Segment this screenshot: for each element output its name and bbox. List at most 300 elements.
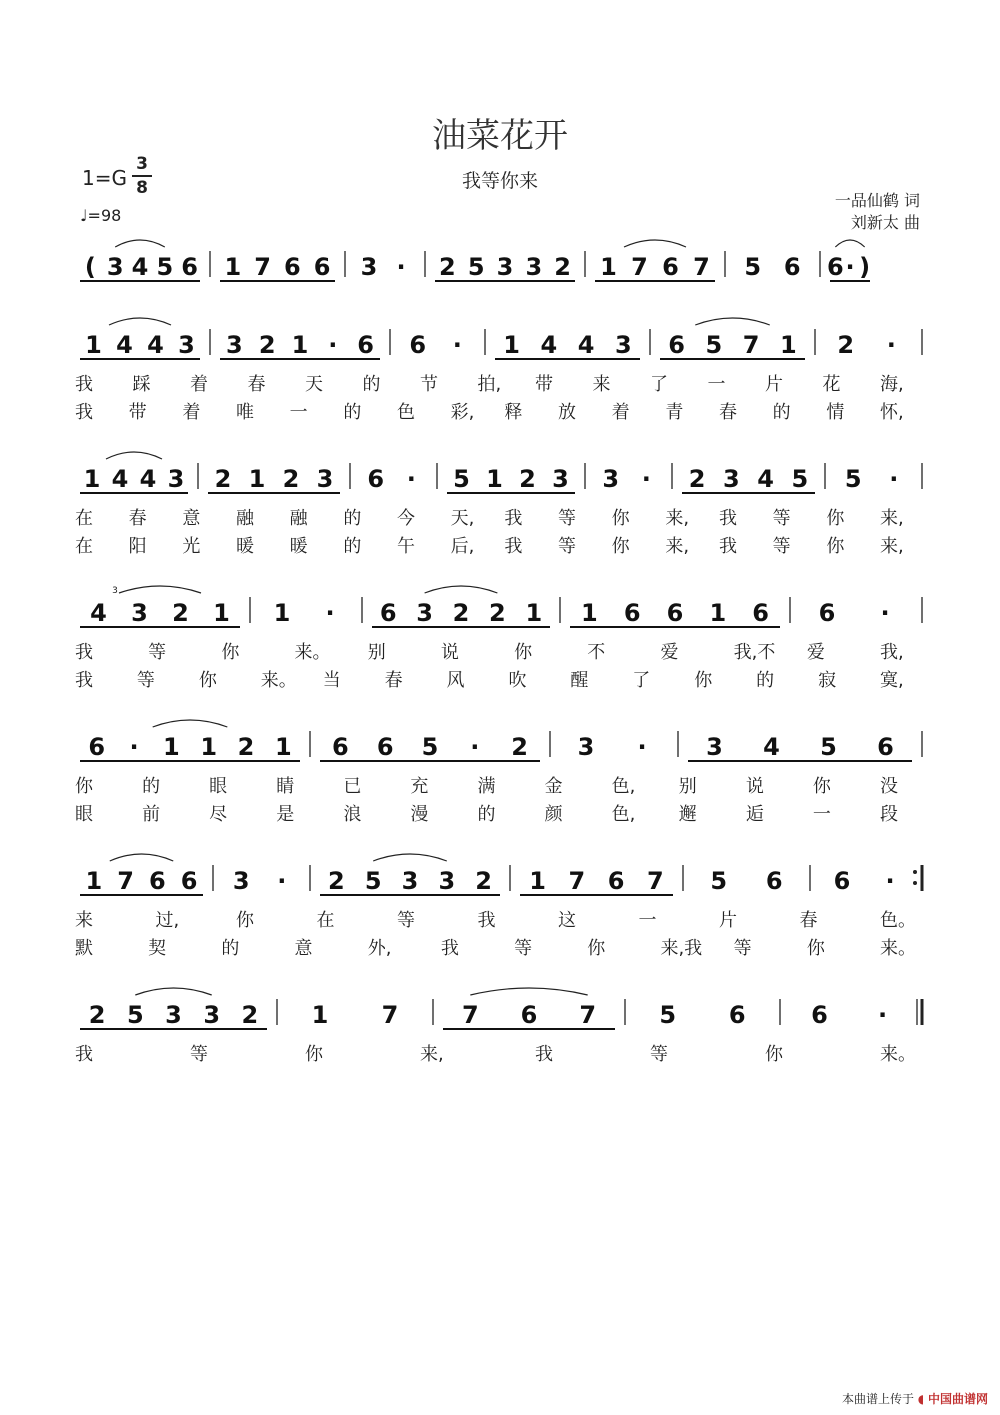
lyric-syllable: 放 <box>558 402 576 423</box>
jianpu-note: · <box>325 599 335 627</box>
slur-arc <box>153 720 228 727</box>
lyric-syllable: 金 <box>544 776 563 797</box>
lyric-syllable: 段 <box>880 804 898 825</box>
jianpu-note: 6 <box>818 599 836 627</box>
lyric-syllable: 外, <box>367 938 392 959</box>
jianpu-note: 6 <box>313 253 331 281</box>
lyric-syllable: 我 <box>535 1044 553 1065</box>
jianpu-note: 4 <box>90 599 107 627</box>
jianpu-note: 1 <box>273 599 291 627</box>
jianpu-note: 6 <box>607 867 625 895</box>
lyric-syllable: 着 <box>190 374 208 395</box>
lyric-syllable: 你 <box>611 508 630 529</box>
lyric-syllable: 你 <box>236 910 254 931</box>
lyric-syllable: 阳 <box>128 536 147 557</box>
lyric-syllable: 醒 <box>570 670 589 691</box>
jianpu-note: 1 <box>162 733 180 761</box>
lyric-syllable: 我, <box>880 642 904 663</box>
jianpu-note: 2 <box>511 733 528 761</box>
lyric-syllable: 浪 <box>343 804 362 825</box>
jianpu-note: 5 <box>820 733 837 761</box>
lyric-syllable: 爱 <box>660 642 679 663</box>
jianpu-note: 3 <box>496 253 514 281</box>
lyric-syllable: 了 <box>650 374 668 395</box>
lyric-syllable: 来, <box>880 508 904 529</box>
jianpu-note: 6 <box>180 867 198 895</box>
jianpu-note: ) <box>859 253 871 281</box>
lyric-syllable: 片 <box>765 374 783 395</box>
jianpu-note: 7 <box>579 1001 597 1029</box>
jianpu-note: · <box>129 733 139 761</box>
jianpu-note: 3 <box>706 733 723 761</box>
slur-arc <box>119 586 201 593</box>
jianpu-note: · <box>845 253 855 281</box>
slur-arc <box>373 854 447 861</box>
jianpu-note: 1 <box>780 331 797 359</box>
jianpu-note: 5 <box>659 1001 677 1029</box>
jianpu-note: 6 <box>765 867 783 895</box>
lyric-syllable: 颜 <box>544 804 563 825</box>
lyric-syllable: 来, <box>420 1044 444 1065</box>
jianpu-note: 6 <box>357 331 374 359</box>
lyric-syllable: 你 <box>75 776 93 797</box>
jianpu-note: 4 <box>139 465 157 493</box>
lyric-syllable: 你 <box>826 508 845 529</box>
lyric-syllable: 我 <box>75 374 93 395</box>
jianpu-note: 5 <box>364 867 382 895</box>
jianpu-note: 7 <box>461 1001 479 1029</box>
jianpu-note: 6 <box>833 867 851 895</box>
jianpu-note: 1 <box>224 253 242 281</box>
jianpu-note: · <box>877 1001 888 1029</box>
lyric-syllable: 你 <box>694 670 713 691</box>
lyric-syllable: 色 <box>397 402 415 423</box>
lyric-syllable: 我 <box>504 536 523 557</box>
lyric-syllable: 充 <box>410 776 429 797</box>
jianpu-note: 3 <box>232 867 250 895</box>
lyric-syllable: 默 <box>75 938 93 959</box>
lyric-syllable: 风 <box>446 670 465 691</box>
lyric-syllable: 一 <box>289 402 308 423</box>
jianpu-note: 2 <box>241 1001 259 1029</box>
lyric-syllable: 你 <box>587 938 606 959</box>
lyric-syllable: 睛 <box>276 776 295 797</box>
jianpu-note: 3 <box>577 733 595 761</box>
lyric-syllable: 节 <box>420 374 438 395</box>
composer-credit: 刘新太 曲 <box>850 213 920 232</box>
jianpu-note: 1 <box>274 733 292 761</box>
lyric-syllable: 你 <box>806 938 825 959</box>
lyric-syllable: 我 <box>719 508 737 529</box>
lyric-syllable: 我 <box>440 938 459 959</box>
lyric-syllable: 在 <box>316 910 335 931</box>
jianpu-note: 5 <box>710 867 728 895</box>
jianpu-note: · <box>880 599 890 627</box>
jianpu-note: 3 <box>360 253 378 281</box>
lyric-syllable: 爱 <box>806 642 825 663</box>
jianpu-note: 1 <box>311 1001 329 1029</box>
jianpu-note: 1 <box>525 599 543 627</box>
jianpu-note: 5 <box>421 733 439 761</box>
jianpu-note: 3 <box>401 867 419 895</box>
slur-arc <box>115 240 165 247</box>
jianpu-note: ( <box>84 253 96 281</box>
jianpu-note: 4 <box>757 465 774 493</box>
lyric-syllable: 邂 <box>678 804 697 825</box>
jianpu-note: 4 <box>131 253 149 281</box>
lyric-syllable: 别 <box>367 642 386 663</box>
lyric-syllable: 光 <box>182 536 201 557</box>
lyric-syllable: 契 <box>148 938 167 959</box>
jianpu-note: 1 <box>85 867 103 895</box>
jianpu-note: 6 <box>149 867 166 895</box>
jianpu-note: 5 <box>844 465 862 493</box>
lyric-syllable: 等 <box>772 536 791 557</box>
lyric-syllable: 的 <box>142 776 161 797</box>
lyric-syllable: 色, <box>611 776 636 797</box>
lyric-syllable: 融 <box>236 508 254 529</box>
jianpu-note: 1 <box>709 599 727 627</box>
site-logo-icon: ◖ <box>917 1392 925 1406</box>
lyric-syllable: 等 <box>558 536 576 557</box>
lyric-syllable: 你 <box>514 642 533 663</box>
lyric-syllable: 着 <box>182 402 201 423</box>
jianpu-note: · <box>641 465 651 493</box>
jianpu-note: · <box>889 465 899 493</box>
jianpu-note: · <box>885 867 895 895</box>
lyric-syllable: 的 <box>343 508 362 529</box>
jianpu-note: 1 <box>213 599 230 627</box>
jianpu-note: · <box>396 253 406 281</box>
jianpu-note: 7 <box>647 867 664 895</box>
jianpu-note: 6 <box>88 733 106 761</box>
slur-arc <box>109 318 171 325</box>
lyric-syllable: 没 <box>880 776 898 797</box>
jianpu-note: 2 <box>554 253 571 281</box>
time-numerator: 3 <box>136 154 148 174</box>
lyric-syllable: 色。 <box>880 910 916 931</box>
score-subtitle: 我等你来 <box>461 170 538 192</box>
lyric-syllable: 你 <box>826 536 845 557</box>
jianpu-note: 3 <box>178 331 195 359</box>
jianpu-note: 6 <box>284 253 301 281</box>
jianpu-note: 6 <box>367 465 385 493</box>
jianpu-note: 3 <box>226 331 243 359</box>
jianpu-note: 7 <box>254 253 271 281</box>
jianpu-note: 1 <box>529 867 546 895</box>
lyric-syllable: 你 <box>305 1044 323 1065</box>
lyric-syllable: 着 <box>611 402 630 423</box>
jianpu-note: 4 <box>147 331 164 359</box>
jianpu-note: 2 <box>489 599 506 627</box>
jianpu-note: 3 <box>416 599 433 627</box>
lyric-syllable: 等 <box>190 1044 208 1065</box>
jianpu-note: 2 <box>258 331 276 359</box>
jianpu-note: 4 <box>116 331 133 359</box>
jianpu-note: · <box>406 465 416 493</box>
jianpu-note: 7 <box>568 867 586 895</box>
lyric-syllable: 来, <box>880 536 904 557</box>
lyric-syllable: 情 <box>826 402 845 423</box>
lyric-syllable: 这 <box>558 910 576 931</box>
lyric-syllable: 一 <box>707 374 726 395</box>
jianpu-note: 1 <box>600 253 617 281</box>
jianpu-note: 6 <box>728 1001 746 1029</box>
lyric-syllable: 过, <box>155 910 180 931</box>
lyric-syllable: 片 <box>719 910 737 931</box>
jianpu-note: 4 <box>540 331 558 359</box>
jianpu-note: 6 <box>826 253 844 281</box>
lyric-syllable: 说 <box>745 776 764 797</box>
lyric-syllable: 意 <box>182 508 201 529</box>
jianpu-note: 4 <box>577 331 595 359</box>
jianpu-note: 1 <box>291 331 309 359</box>
lyric-syllable: 等 <box>772 508 791 529</box>
jianpu-note: 4 <box>763 733 780 761</box>
jianpu-note: 2 <box>214 465 232 493</box>
jianpu-note: 7 <box>117 867 134 895</box>
jianpu-note: 6 <box>181 253 198 281</box>
jianpu-note: 7 <box>693 253 710 281</box>
jianpu-note: 3 <box>552 465 569 493</box>
jianpu-note: 1 <box>85 331 102 359</box>
lyric-syllable: 等 <box>733 938 752 959</box>
repeat-dot <box>913 881 917 885</box>
lyric-syllable: 拍, <box>477 374 502 395</box>
lyric-syllable: 春 <box>384 670 403 691</box>
lyric-syllable: 一 <box>812 804 831 825</box>
lyric-syllable: 当 <box>322 670 341 691</box>
jianpu-note: 2 <box>837 331 855 359</box>
jianpu-note: 3 <box>723 465 740 493</box>
slur-arc <box>470 988 587 995</box>
footer-upload-text: 本曲谱上传于 <box>841 1392 914 1406</box>
jianpu-note: 6 <box>662 253 679 281</box>
jianpu-note: · <box>470 733 480 761</box>
footer-site-name: 中国曲谱网 <box>927 1392 988 1406</box>
lyric-syllable: 我 <box>75 402 93 423</box>
jianpu-note: 2 <box>172 599 189 627</box>
lyric-syllable: 已 <box>343 776 362 797</box>
lyric-syllable: 满 <box>477 776 496 797</box>
lyric-syllable: 尽 <box>209 804 228 825</box>
lyric-syllable: 的 <box>343 536 362 557</box>
jianpu-note: 6 <box>376 733 394 761</box>
lyric-syllable: 来, <box>665 536 690 557</box>
lyric-syllable: 融 <box>289 508 308 529</box>
jianpu-note: 1 <box>248 465 266 493</box>
lyric-syllable: 等 <box>514 938 533 959</box>
slur-arc <box>135 988 211 995</box>
jianpu-note: 5 <box>467 253 485 281</box>
lyric-syllable: 的 <box>343 402 362 423</box>
lyric-syllable: 带 <box>535 374 553 395</box>
jianpu-note: · <box>277 867 287 895</box>
slur-arc <box>425 586 498 593</box>
quarter-note-icon: ♩ <box>80 206 88 225</box>
lyric-syllable: 我 <box>719 536 737 557</box>
lyric-syllable: 一 <box>638 910 657 931</box>
lyric-syllable: 后, <box>450 536 475 557</box>
lyric-syllable: 的 <box>221 938 240 959</box>
jianpu-note: 3 <box>615 331 632 359</box>
lyric-syllable: 天, <box>450 508 475 529</box>
jianpu-note: 2 <box>519 465 536 493</box>
lyric-syllable: 说 <box>440 642 459 663</box>
slur-arc <box>695 318 770 325</box>
lyric-syllable: 带 <box>128 402 147 423</box>
lyric-syllable: 暖 <box>236 536 254 557</box>
lyric-syllable: 漫 <box>410 804 429 825</box>
lyric-syllable: 寂 <box>818 670 837 691</box>
lyric-syllable: 眼 <box>75 804 93 825</box>
jianpu-note: · <box>452 331 462 359</box>
lyric-syllable: 午 <box>397 536 415 557</box>
slur-arc <box>624 240 686 247</box>
footer-credit <box>842 1390 988 1407</box>
lyric-syllable: 等 <box>148 642 167 663</box>
lyric-syllable: 等 <box>397 910 415 931</box>
lyric-syllable: 在 <box>75 536 93 557</box>
jianpu-note: 2 <box>282 465 300 493</box>
lyric-syllable: 你 <box>221 642 240 663</box>
lyric-syllable: 来。 <box>880 938 916 959</box>
lyric-syllable: 来, <box>665 508 690 529</box>
lyric-syllable: 踩 <box>132 374 151 395</box>
lyric-syllable: 的 <box>362 374 381 395</box>
jianpu-note: 1 <box>486 465 503 493</box>
lyric-syllable: 你 <box>812 776 831 797</box>
jianpu-note: 2 <box>688 465 706 493</box>
tempo-value: =98 <box>87 206 122 225</box>
lyric-syllable: 你 <box>611 536 630 557</box>
lyric-syllable: 春 <box>799 910 818 931</box>
jianpu-note: 3 <box>525 253 543 281</box>
lyric-syllable: 逅 <box>745 804 764 825</box>
lyric-syllable: 的 <box>477 804 496 825</box>
lyric-syllable: 我 <box>504 508 523 529</box>
lyric-syllable: 来 <box>592 374 611 395</box>
lyric-syllable: 今 <box>397 508 415 529</box>
jianpu-note: 6 <box>752 599 769 627</box>
lyric-syllable: 唯 <box>236 402 254 423</box>
lyric-syllable: 寞, <box>880 670 904 691</box>
score-title: 油菜花开 <box>432 116 568 156</box>
jianpu-note: 2 <box>475 867 492 895</box>
lyric-syllable: 等 <box>650 1044 668 1065</box>
jianpu-note: 1 <box>200 733 218 761</box>
lyric-syllable: 春 <box>719 402 737 423</box>
lyric-syllable: 眼 <box>209 776 228 797</box>
jianpu-note: 6 <box>666 599 684 627</box>
lyric-syllable: 怀, <box>880 402 904 423</box>
lyric-syllable: 来。 <box>294 642 331 663</box>
lyric-syllable: 我 <box>477 910 496 931</box>
lyric-syllable: 了 <box>632 670 651 691</box>
jianpu-note: 6 <box>520 1001 538 1029</box>
lyric-syllable: 天 <box>305 374 323 395</box>
jianpu-note: 3 <box>438 867 456 895</box>
lyric-syllable: 海, <box>880 374 904 395</box>
jianpu-note: 2 <box>439 253 456 281</box>
slur-arc <box>110 854 174 861</box>
jianpu-note: 4 <box>111 465 129 493</box>
lyric-syllable: 彩, <box>450 402 475 423</box>
lyric-syllable: 我 <box>75 1044 93 1065</box>
jianpu-note: 5 <box>453 465 470 493</box>
jianpu-note: · <box>328 331 338 359</box>
lyric-syllable: 等 <box>136 670 155 691</box>
lyric-syllable: 别 <box>678 776 697 797</box>
lyric-syllable: 来。 <box>260 670 297 691</box>
jianpu-note: 7 <box>381 1001 399 1029</box>
jianpu-note: 5 <box>791 465 809 493</box>
jianpu-note: 1 <box>83 465 101 493</box>
lyric-syllable: 的 <box>772 402 791 423</box>
triplet-mark: 3 <box>112 586 118 596</box>
lyric-syllable: 你 <box>198 670 217 691</box>
lyric-syllable: 等 <box>558 508 576 529</box>
jianpu-note: 6 <box>811 1001 828 1029</box>
lyric-syllable: 释 <box>504 402 523 423</box>
lyric-syllable: 在 <box>75 508 93 529</box>
lyric-syllable: 我 <box>75 670 93 691</box>
lyric-syllable: 吹 <box>508 670 527 691</box>
jianpu-note: 5 <box>126 1001 144 1029</box>
lyric-syllable: 春 <box>247 374 266 395</box>
jianpu-note: 1 <box>503 331 520 359</box>
jianpu-note: 2 <box>452 599 470 627</box>
jianpu-note: 5 <box>156 253 174 281</box>
jianpu-note: 3 <box>165 1001 182 1029</box>
jianpu-note: 6 <box>409 331 427 359</box>
jianpu-note: 3 <box>131 599 148 627</box>
jianpu-note: 3 <box>316 465 334 493</box>
jianpu-note: 5 <box>744 253 762 281</box>
lyric-syllable: 青 <box>665 402 684 423</box>
repeat-dot <box>913 870 917 874</box>
lyric-syllable: 来。 <box>880 1044 916 1065</box>
lyric-syllable: 前 <box>142 804 161 825</box>
jianpu-note: 2 <box>237 733 255 761</box>
lyric-syllable: 不 <box>587 642 606 663</box>
jianpu-note: 7 <box>742 331 760 359</box>
lyricist-credit: 一品仙鹤 词 <box>834 191 920 210</box>
lyric-syllable: 我 <box>75 642 93 663</box>
jianpu-note: 2 <box>328 867 345 895</box>
jianpu-note: 6 <box>668 331 685 359</box>
jianpu-note: 1 <box>581 599 598 627</box>
jianpu-note: 5 <box>705 331 723 359</box>
jianpu-note: 3 <box>106 253 124 281</box>
jianpu-note: 3 <box>203 1001 221 1029</box>
lyric-syllable: 是 <box>276 804 295 825</box>
jianpu-note: 2 <box>88 1001 106 1029</box>
lyric-syllable: 暖 <box>289 536 308 557</box>
slur-arc <box>835 240 864 247</box>
jianpu-note: 6 <box>877 733 894 761</box>
key-signature: 1=G <box>82 166 127 190</box>
jianpu-note: 3 <box>602 465 620 493</box>
jianpu-note: 3 <box>167 465 185 493</box>
jianpu-note: 6 <box>783 253 801 281</box>
lyric-syllable: 来,我 <box>660 938 703 959</box>
time-denominator: 8 <box>136 178 148 198</box>
lyric-syllable: 花 <box>822 374 841 395</box>
jianpu-note: 7 <box>631 253 648 281</box>
lyric-syllable: 来 <box>75 910 93 931</box>
lyric-syllable: 我,不 <box>733 642 776 663</box>
